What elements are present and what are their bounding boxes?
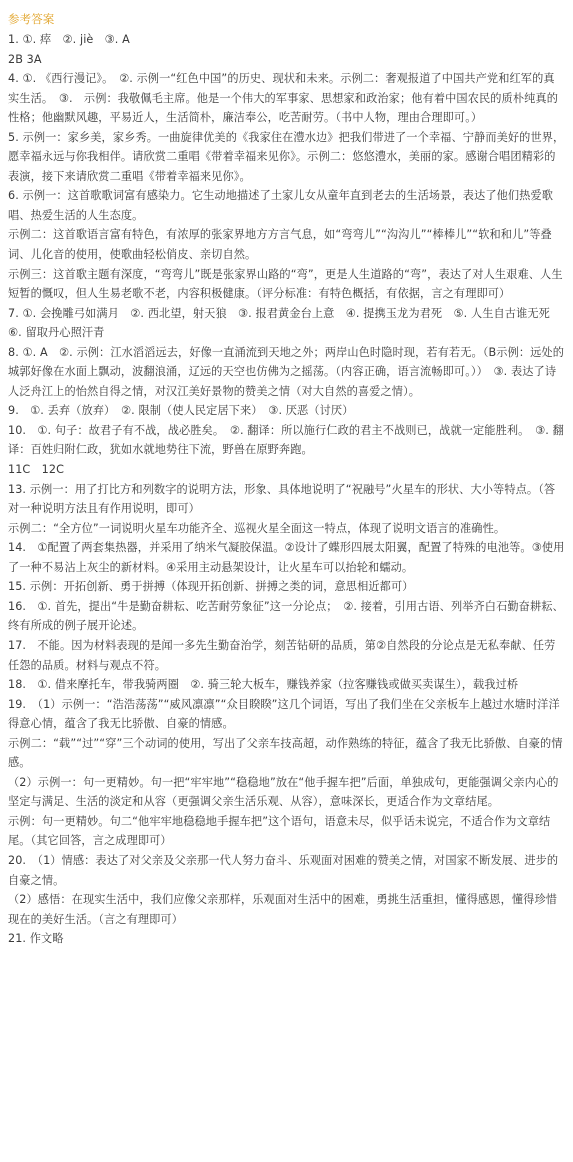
answer-line-5: 5. 示例一：家乡美，家乡秀。一曲旋律优美的《我家住在澧水边》把我们带进了一个幸福、宁静而美好的世界，愿幸福永远与你我相伴。请欣赏二重唱《带着幸福来见你》。示例二：悠悠澧水，美丽的家。感谢合唱团精彩的表演，接下来请欣赏二重唱《带着幸福来见你》。 [8, 130, 565, 183]
answer-line-2-3: 2B 3A [8, 52, 42, 66]
answer-line-6-example-1: 6. 示例一：这首歌歌词富有感染力。它生动地描述了土家儿女从童年直到老去的生活场景，表达了他们热爱歌唱、热爱生活的人生态度。 [8, 189, 554, 222]
answer-line-19-part-2-example-2: 示例：句一更精妙。句二“他牢牢地稳稳地手握车把”这个语句，语意未尽，似乎话未说完，不适合作为文章结尾。（其它回答，言之成理即可） [8, 814, 551, 848]
answer-line-8: 8. ①. A ②. 示例：江水滔滔远去，好像一直涌流到天地之外；两岸山色时隐时现，若有若无。（B示例：远处的城郭好像在水面上飘动，波翻浪涌，辽远的天空也仿佛为之摇荡。（内容正确，语言流畅即可。）） ③. 表达了诗人泛舟江上的怡然自得之情，对汉江美好景物的赞美之情（对大自然的喜爱之情）。 [8, 345, 564, 398]
answer-line-11-12: 11C 12C [8, 463, 64, 477]
answer-line-18: 18. ①. 借来摩托车，带我骑两圈 ②. 骑三轮大板车，赚钱养家（拉客赚钱或做买卖谋生），载我过桥 [8, 678, 519, 692]
answer-document [8, 8, 565, 949]
answer-line-6-example-2: 示例二：这首歌语言富有特色，有浓厚的张家界地方方言气息，如“弯弯儿”“沟沟儿”“棒棒儿”“软和和儿”等叠词、儿化音的使用，使歌曲轻松俏皮、亲切自然。 [8, 228, 552, 262]
answer-line-17: 17. 不能。因为材料表现的是闻一多先生勤奋治学，刻苦钻研的品质，第②自然段的分论点是无私奉献、任劳任怨的品质。材料与观点不符。 [8, 638, 556, 672]
answer-line-20-part-2: （2）感悟：在现实生活中，我们应像父亲那样，乐观面对生活中的困难，勇挑生活重担，懂得感恩，懂得珍惜现在的美好生活。（言之有理即可） [8, 893, 558, 926]
answer-line-21: 21. 作文略 [8, 932, 64, 946]
answer-line-13-example-2: 示例二：“全方位”一词说明火星车功能齐全、巡视火星全面这一特点，体现了说明文语言的准确性。 [8, 521, 506, 535]
answer-line-7: 7. ①. 会挽雕弓如满月 ②. 西北望，射天狼 ③. 报君黄金台上意 ④. 提携玉龙为君死 ⑤. 人生自古谁无死 ⑥. 留取丹心照汗青 [8, 306, 562, 340]
document-title: 参考答案 [8, 12, 55, 26]
answer-line-9: 9. ①. 丢弃（放弃） ②. 限制（使人民定居下来） ③. 厌恶（讨厌） [8, 404, 354, 418]
answer-line-19-part-1-example-2: 示例二：“载”“过”“穿”三个动词的使用，写出了父亲车技高超，动作熟练的特征，蕴含了我无比骄傲、自豪的情感。 [8, 736, 563, 770]
answer-line-16: 16. ①. 首先，提出“牛是勤奋耕耘、吃苦耐劳象征”这一分论点； ②. 接着，引用古语、列举齐白石勤奋耕耘、终有所成的例子展开论述。 [8, 599, 564, 633]
answer-line-15: 15. 示例：开拓创新、勇于拼搏（体现开拓创新、拼搏之类的词，意思相近都可） [8, 580, 414, 594]
answer-line-4: 4. ①. 《西行漫记》。 ②. 示例一“红色中国”的历史、现状和未来。示例二：奢观报道了中国共产党和红军的真实生活。 ③. 示例：我敬佩毛主席。他是一个伟大的军事家、思想家和政治家；他有着中国农民的质朴纯真的性格；他幽默风趣，平易近人，生活简朴，廉洁奉公，吃苦耐劳。（书中人物，理由合理即可。） [8, 72, 558, 125]
answer-line-6-example-3: 示例三：这首歌主题有深度，“弯弯儿”既是张家界山路的“弯”，更是人生道路的“弯”，表达了对人生艰难、人生短暂的慨叹，但人生易老歌不老，内容积极健康。（评分标准：有特色概括，有依据，言之有理即可） [8, 267, 563, 301]
answer-line-10: 10. ①. 句子：故君子有不战，战必胜矣。 ②. 翻译：所以施行仁政的君主不战则已，战就一定能胜利。 ③. 翻译：百姓归附仁政，犹如水就地势往下流，野兽在原野奔跑。 [8, 423, 564, 457]
answer-line-19-part-2-example-1: （2）示例一：句一更精妙。句一把“牢牢地”“稳稳地”放在“他手握车把”后面，单独成句，更能强调父亲内心的坚定与满足、生活的淡定和从容（更强调父亲生活乐观、从容），意味深长，更适合作为文章结尾。 [8, 775, 559, 809]
answer-line-19-part-1-example-1: 19. （1）示例一：“浩浩荡荡”“威风凛凛”“众目睽睽”这几个词语，写出了我们坐在父亲板车上越过水塘时洋洋得意心情，蕴含了我无比骄傲、自豪的情感。 [8, 697, 560, 731]
answer-line-1: 1. ①. 瘁 ②. jiè ③. A [8, 33, 130, 46]
answer-line-20-part-1: 20. （1）情感：表达了对父亲及父亲那一代人努力奋斗、乐观面对困难的赞美之情，对国家不断发展、进步的自豪之情。 [8, 853, 559, 887]
answer-line-13-example-1: 13. 示例一：用了打比方和列数字的说明方法，形象、具体地说明了“祝融号”火星车的形状、大小等特点。（答对一种说明方法且有作用说明，即可） [8, 482, 556, 516]
answer-line-14: 14. ①配置了两套集热器，并采用了纳米气凝胶保温。②设计了蝶形四展太阳翼，配置了特殊的电池等。③使用了一种不易沾上灰尘的新材料。④采用主动悬架设计，让火星车可以抬轮和蠕动。 [8, 541, 565, 574]
